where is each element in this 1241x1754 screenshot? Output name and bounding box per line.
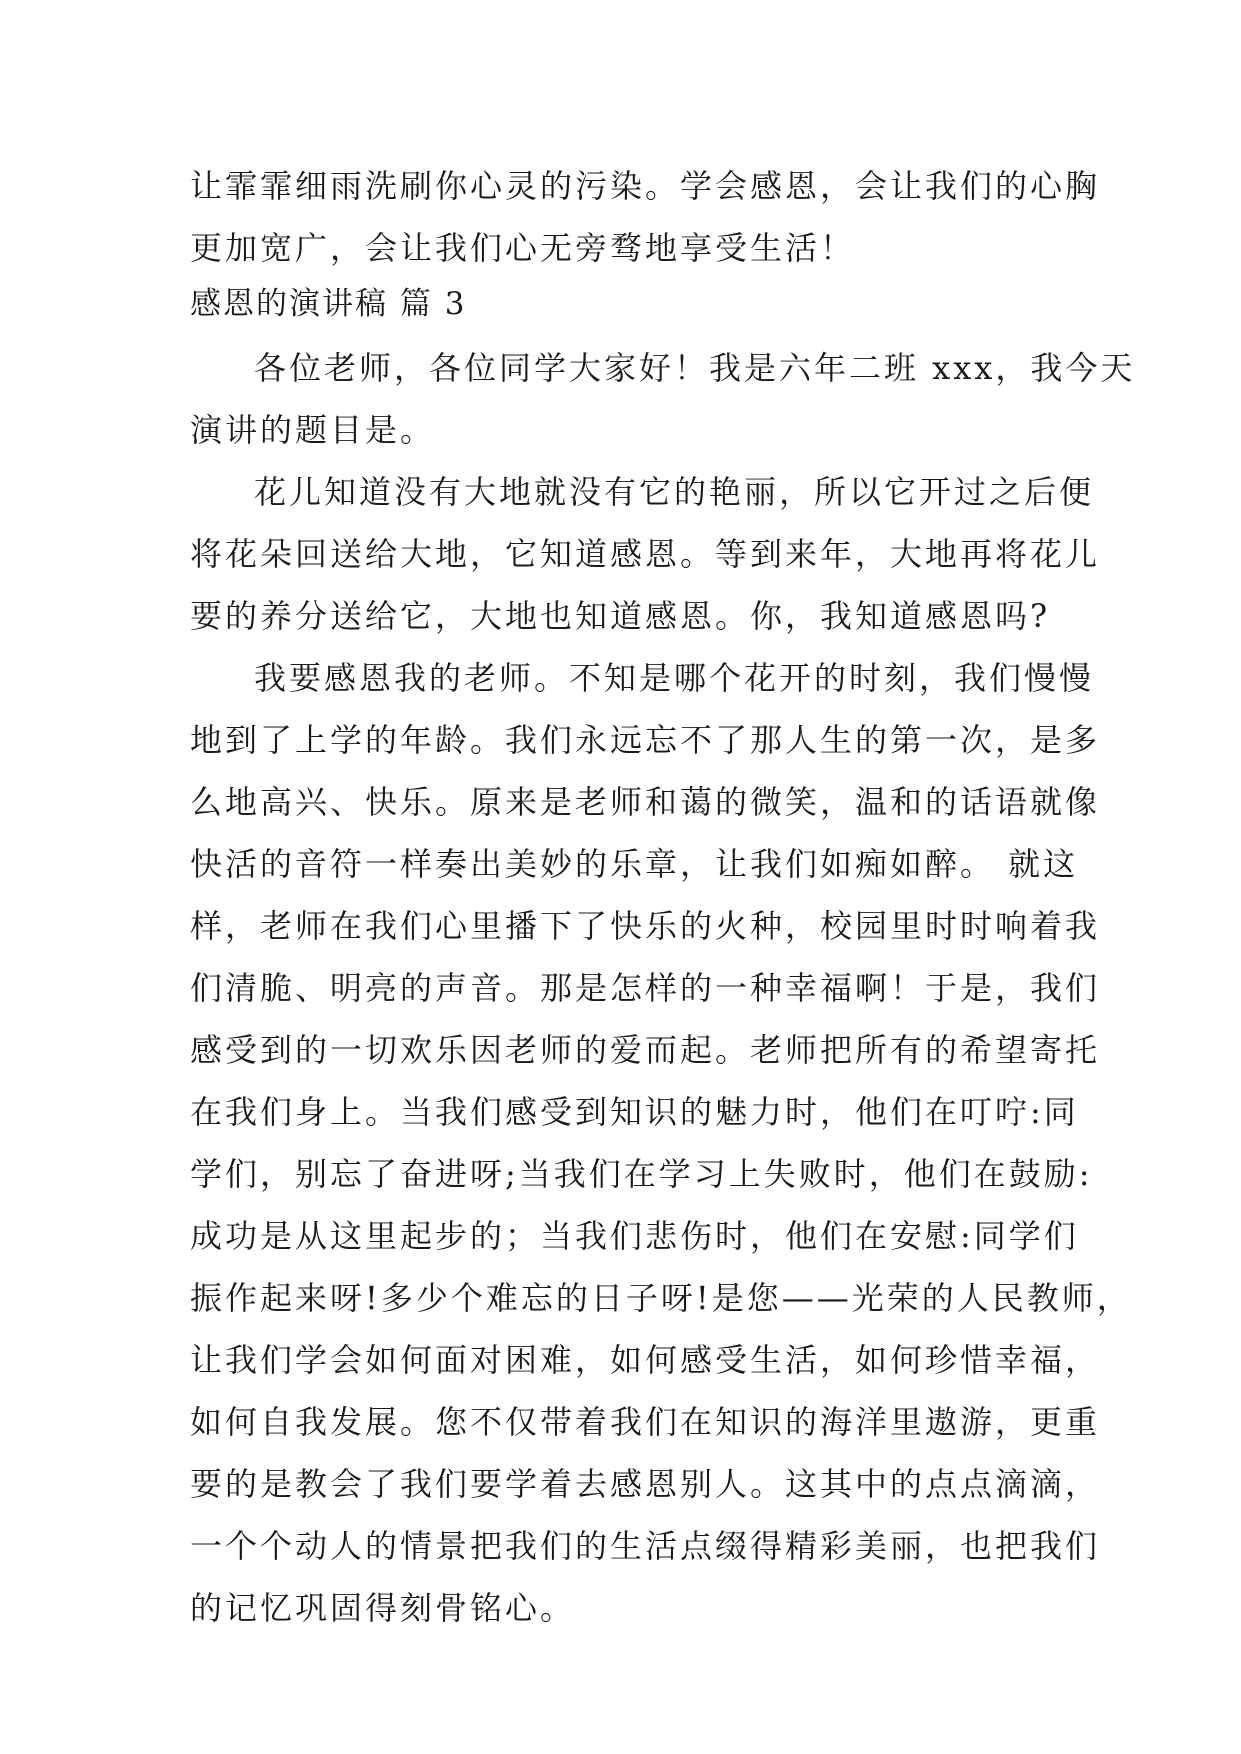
- intro-paragraph: [190, 155, 1101, 279]
- text-line: 要的是教会了我们要学着去感恩别人。这其中的点点滴滴，: [190, 1465, 1101, 1503]
- text-line: 快活的音符一样奏出美妙的乐章，让我们如痴如醉。 就这: [190, 845, 1079, 883]
- text-line: 么地高兴、快乐。原来是老师和蔼的微笑，温和的话语就像: [190, 783, 1101, 821]
- text-line: 振作起来呀!多少个难忘的日子呀!是您——光荣的人民教师，: [190, 1279, 1132, 1317]
- text-line: 更加宽广，会让我们心无旁骛地享受生活！: [190, 229, 856, 267]
- text-line: 的记忆巩固得刻骨铭心。: [190, 1589, 576, 1627]
- text-line: 将花朵回送给大地，它知道感恩。等到来年，大地再将花儿: [190, 535, 1101, 573]
- paragraph-teachers: [190, 647, 1132, 1639]
- text-line: 让霏霏细雨洗刷你心灵的污染。学会感恩，会让我们的心胸: [190, 167, 1101, 205]
- text-line: 让我们学会如何面对困难，如何感受生活，如何珍惜幸福，: [190, 1341, 1101, 1379]
- text-line: 一个个动人的情景把我们的生活点缀得精彩美丽，也把我们: [190, 1527, 1101, 1565]
- text-line: 学们，别忘了奋进呀;当我们在学习上失败时，他们在鼓励:: [190, 1155, 1093, 1193]
- text-line: 演讲的题目是。: [190, 411, 436, 449]
- text-line: 们清脆、明亮的声音。那是怎样的一种幸福啊！于是，我们: [190, 969, 1101, 1007]
- text-line: 成功是从这里起步的；当我们悲伤时，他们在安慰:同学们: [190, 1217, 1079, 1255]
- text-line: 要的养分送给它，大地也知道感恩。你，我知道感恩吗?: [190, 597, 1051, 635]
- document-body: [190, 155, 1136, 1639]
- text-line: 地到了上学的年龄。我们永远忘不了那人生的第一次，是多: [190, 721, 1101, 759]
- text-line: 花儿知道没有大地就没有它的艳丽，所以它开过之后便: [254, 473, 1095, 511]
- paragraph-greeting: [190, 337, 1136, 461]
- text-line: 如何自我发展。您不仅带着我们在知识的海洋里遨游，更重: [190, 1403, 1101, 1441]
- text-line: 我要感恩我的老师。不知是哪个花开的时刻，我们慢慢: [254, 659, 1095, 697]
- section-title: 感恩的演讲稿 篇 3: [190, 286, 467, 322]
- text-line: 感受到的一切欢乐因老师的爱而起。老师把所有的希望寄托: [190, 1031, 1101, 1069]
- paragraph-flowers: [190, 461, 1101, 647]
- text-line: 在我们身上。当我们感受到知识的魅力时，他们在叮咛:同: [190, 1093, 1079, 1131]
- text-line: 各位老师，各位同学大家好！我是六年二班 xxx，我今天: [254, 349, 1136, 387]
- text-line: 样，老师在我们心里播下了快乐的火种，校园里时时响着我: [190, 907, 1101, 945]
